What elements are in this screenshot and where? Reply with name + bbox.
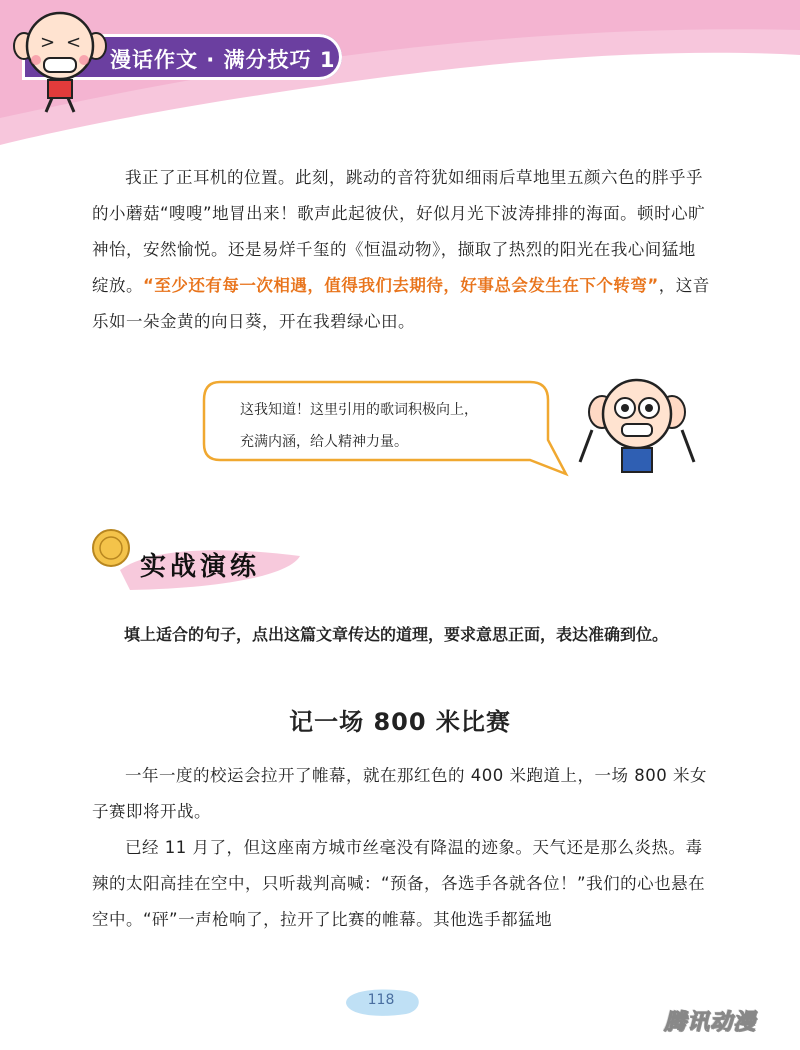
boy-mascot-right: [572, 372, 702, 478]
body-paragraph: [92, 160, 712, 340]
essay-paragraph-1: 一年一度的校运会拉开了帷幕，就在那红色的 400 米跑道上，一场 800 米女子赛即将开战。: [92, 766, 707, 821]
section-title: 实战演练: [140, 552, 261, 582]
page-number: 118: [367, 992, 395, 1008]
highlighted-lyric: “至少还有每一次相遇，值得我们去期待，好事总会发生在下个转弯”: [143, 276, 659, 295]
series-title: 漫话作文 · 满分技巧 1: [110, 48, 336, 72]
paragraph-text: 我正了正耳机的位置。此刻，跳动的音符犹如细雨后草地里五颜六色的胖乎乎的小蘑菇“嗖嗖”地冒出来！歌声此起彼伏，好似月光下波涛排排的海面。顿时心旷神怡，安然愉悦。还是易烊千玺的《恒温动物》，撷取了热烈的阳光在我心间猛地绽放。: [92, 168, 706, 295]
speech-bubble-text: [240, 394, 550, 458]
exercise-instruction: 填上适合的句子，点出这篇文章传达的道理，要求意思正面，表达准确到位。: [124, 625, 669, 644]
watermark-logo: 腾讯动漫: [664, 1010, 757, 1035]
svg-text:<: <: [66, 32, 82, 53]
boy-mascot-illustration: [10, 8, 110, 118]
essay-title: 记一场 800 米比赛: [289, 708, 511, 736]
paragraph-text-end: ，这音乐如一朵金黄的向日葵，开在我碧绿心田。: [92, 276, 710, 331]
essay-paragraph-2: 已经 11 月了，但这座南方城市丝毫没有降温的迹象。天气还是那么炎热。毒辣的太阳高挂在空中，只听裁判高喊：“预备，各选手各就各位！”我们的心也悬在空中。“砰”一声枪响了，拉开了比赛的帷幕。其他选手都猛地: [92, 838, 706, 929]
bubble-line-2: 充满内涵，给人精神力量。: [240, 434, 408, 450]
gold-coin-icon: [90, 527, 132, 569]
svg-text:>: >: [40, 32, 56, 53]
bubble-line-1: 这我知道！这里引用的歌词积极向上，: [240, 402, 478, 418]
